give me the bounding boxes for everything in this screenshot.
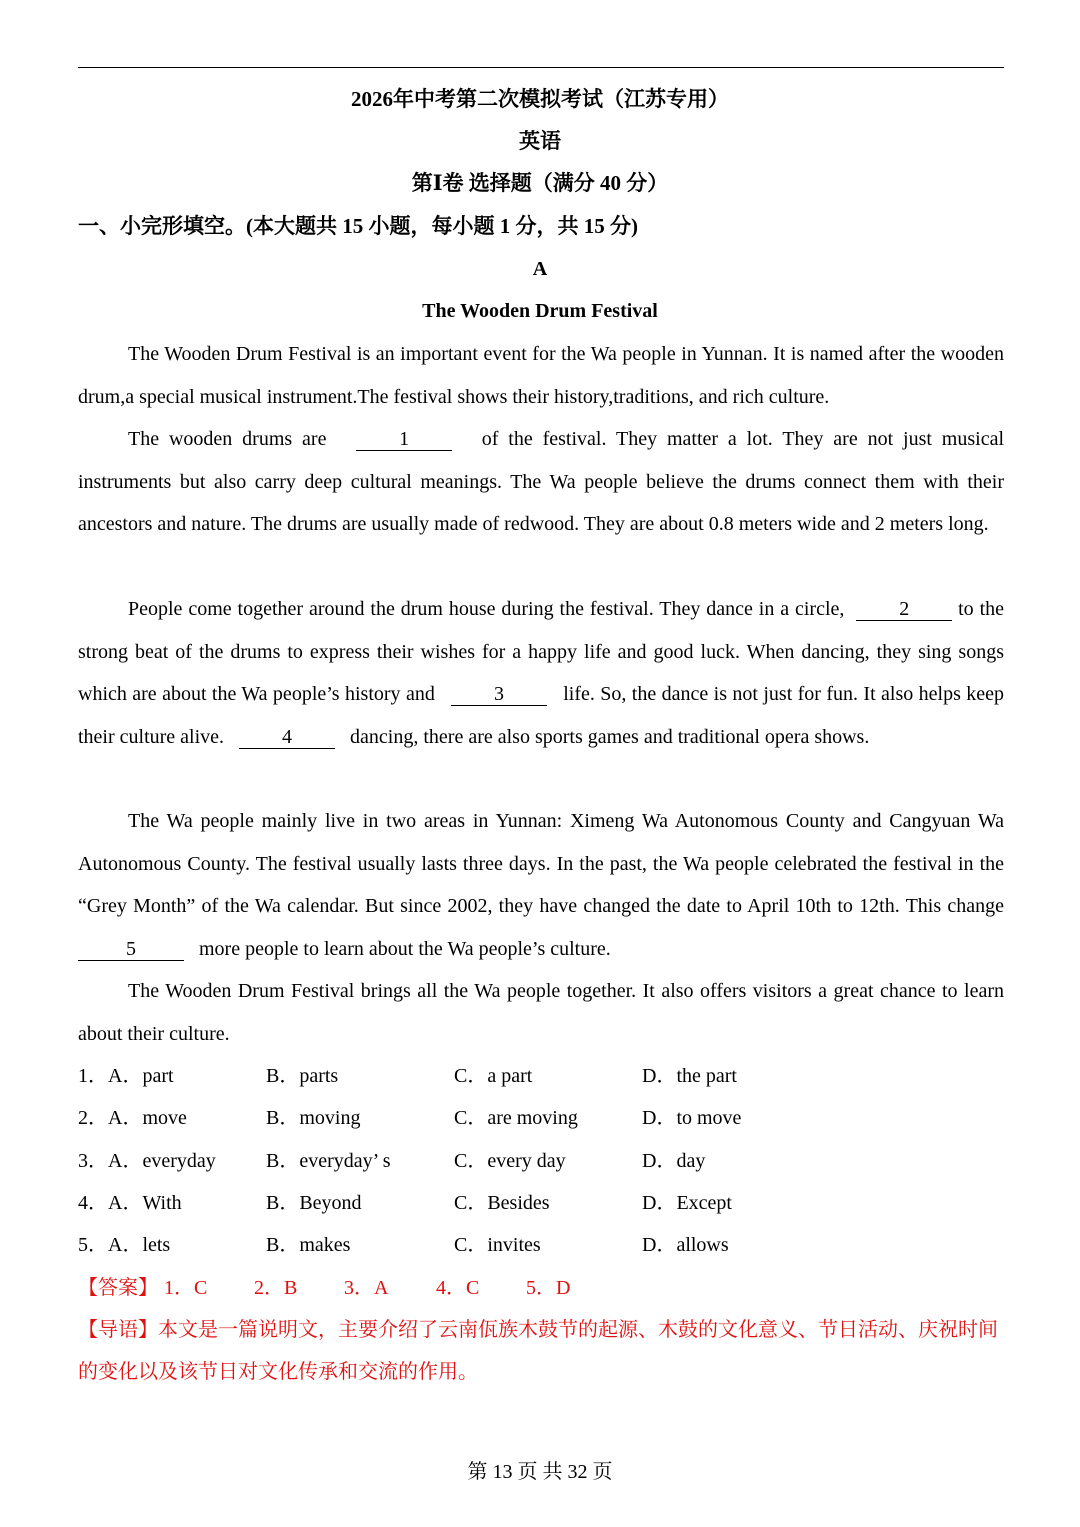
question-row [78,1097,1004,1139]
passage-label: A [532,258,548,280]
section-title: 一、小完形填空。(本大题共 15 小题，每小题 1 分，共 15 分) [78,214,638,238]
blank-3: 3 [451,683,547,706]
option-b[interactable]: B．everyday’ s [266,1150,391,1172]
paragraph-3-text-c: life. So, the dance is not just for fun. It also helps keep their culture alive. [78,683,1005,748]
volume-title: 第Ⅰ卷 选择题（满分 40 分） [411,171,669,195]
paragraph-3-text-d: dancing, there are also sports games and traditional opera shows. [350,725,870,748]
guide-paragraph [78,1309,1004,1393]
blank-1: 1 [356,428,452,451]
option-c[interactable]: C．a part [454,1065,533,1087]
paragraph-5: The Wooden Drum Festival brings all the Wa people together. It also offers visitors a great chance to learn about their culture. [78,980,1004,1045]
answer-item: 1．C [164,1277,208,1299]
guide-tag: 【导语】 [78,1319,158,1341]
option-b[interactable]: B．makes [266,1234,351,1256]
question-number: 5． [78,1234,108,1256]
paragraph-4-text-b: more people to learn about the Wa people’s culture. [199,937,611,960]
paragraph-4-text-a: The Wa people mainly live in two areas in Yunnan: Ximeng Wa Autonomous County and Cangyuan Wa Autonomous County. The festival usually lasts three days. In the past, the Wa people celebrated the festival in the “Grey Month” of the Wa calendar. But since 2002, they have changed the date to April 10th to 12th. This change [78,810,1004,917]
question-row [78,1224,1004,1266]
option-b[interactable]: B．parts [266,1065,339,1087]
option-a[interactable]: A．With [108,1192,182,1214]
question-row [78,1182,1004,1224]
answer-item: 3．A [344,1277,389,1299]
header-rule [78,67,1004,68]
option-a[interactable]: A．move [108,1107,187,1129]
blank-2: 2 [856,598,952,621]
page-footer: 第 13 页 共 32 页 [467,1461,613,1483]
option-c[interactable]: C．every day [454,1150,566,1172]
paragraph-2 [78,418,1004,546]
exam-title: 2026年中考第二次模拟考试（江苏专用） [351,87,729,111]
option-b[interactable]: B．Beyond [266,1192,362,1214]
paragraph-1: The Wooden Drum Festival is an important event for the Wa people in Yunnan. It is named after the wooden drum,a special musical instrument.The festival shows their history,traditions, and rich culture. [78,343,1004,408]
option-d[interactable]: D．to move [642,1107,742,1129]
answer-line [78,1267,1004,1309]
paragraph-4 [78,800,1004,970]
question-number: 1． [78,1065,108,1087]
subject-title: 英语 [519,129,561,153]
paragraph-2-text-b: of the festival. They matter a lot. They are not just musical instruments but also carry deep cultural meanings. The Wa people believe the drums connect them with their ancestors and nature. The drums are usually made of redwood. They are about 0.8 meters wide and 2 meters long. [78,428,1005,535]
option-b[interactable]: B．moving [266,1107,361,1129]
paragraph-3-text-b: to the strong beat of the drums to express their wishes for a happy life and good luck. When dancing, they sing songs which are about the Wa people’s history and [78,598,1004,705]
option-a[interactable]: A．part [108,1065,174,1087]
answer-item: 5．D [526,1277,571,1299]
paragraph-3-text-a: People come together around the drum house during the festival. They dance in a circle, [128,598,845,620]
paragraph-2-text-a: The wooden drums are [128,428,327,450]
question-number: 4． [78,1192,108,1214]
option-a[interactable]: A．lets [108,1234,171,1256]
question-row [78,1055,1004,1097]
paragraph-3 [78,588,1004,758]
option-d[interactable]: D．allows [642,1234,729,1256]
blank-4: 4 [239,726,335,749]
question-number: 3． [78,1150,108,1172]
option-c[interactable]: C．Besides [454,1192,550,1214]
answer-item: 4．C [436,1277,480,1299]
guide-text: 本文是一篇说明文，主要介绍了云南佤族木鼓节的起源、木鼓的文化意义、节日活动、庆祝时间的变化以及该节日对文化传承和交流的作用。 [78,1319,998,1383]
answer-item: 2．B [254,1277,298,1299]
option-c[interactable]: C．are moving [454,1107,578,1129]
passage-title: The Wooden Drum Festival [422,300,658,322]
option-d[interactable]: D．Except [642,1192,732,1214]
option-c[interactable]: C．invites [454,1234,541,1256]
option-d[interactable]: D．day [642,1150,706,1172]
blank-5: 5 [78,938,184,961]
question-row [78,1140,1004,1182]
option-a[interactable]: A．everyday [108,1150,216,1172]
answer-tag: 【答案】 [78,1277,158,1299]
option-d[interactable]: D．the part [642,1065,737,1087]
question-number: 2． [78,1107,108,1129]
